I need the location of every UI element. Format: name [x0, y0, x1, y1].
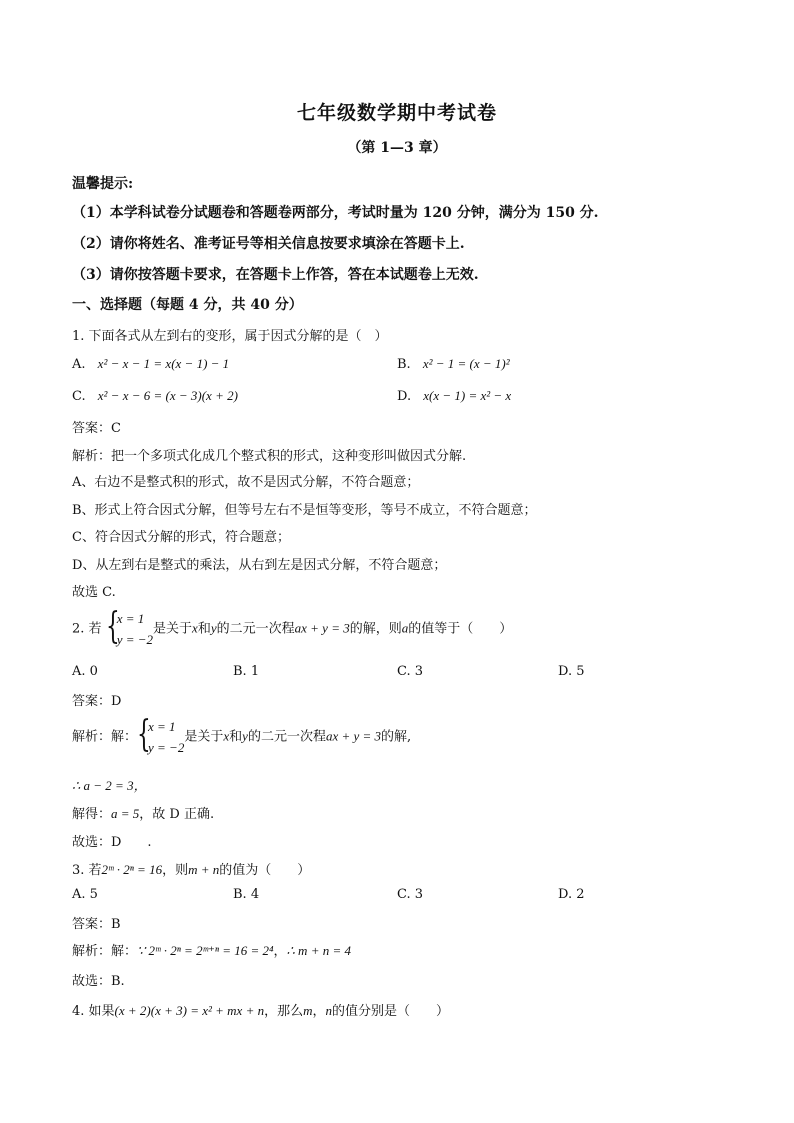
q2-solve-suffix: ，故 D 正确. [139, 807, 215, 822]
q2-exp-text: 是关于 [184, 729, 224, 745]
q1-option-c [72, 388, 238, 404]
q1-option-b-math: x² − 1 = (x − 1)² [422, 356, 510, 371]
q4-stem-math: (x + 2)(x + 3) = x² + mx + n [114, 1003, 265, 1018]
q3-exp-math2: ∴ m + n = 4 [286, 943, 351, 958]
q3-explanation [72, 940, 351, 959]
q2-exp-text: 和 [229, 729, 243, 745]
tip-item-1: （1）本学科试卷分试题卷和答题卷两部分，考试时量为 120 分钟，满分为 150 分. [72, 205, 599, 221]
q1-option-a-math: x² − x − 1 = x(x − 1) − 1 [97, 356, 230, 371]
tips-heading: 温馨提示: [72, 176, 134, 192]
q3-option-b: B. 4 [233, 887, 260, 902]
q1-option-a-label: A. [72, 357, 86, 372]
q1-option-d-label: D. [397, 389, 412, 404]
q1-explanation-line: B、形式上符合因式分解，但等号左右不是恒等变形，等号不成立，不符合题意； [72, 503, 537, 518]
q3-stem-math2: m + n [188, 862, 220, 877]
q4-stem-prefix: 4. 如果 [72, 1004, 115, 1019]
q1-option-b-label: B. [397, 357, 411, 372]
q4-stem-mid: ，那么 [264, 1004, 304, 1019]
q2-stem-text: 的二元一次程 [216, 621, 295, 637]
q2-exp-text: 的解, [381, 729, 412, 745]
q1-option-d [397, 388, 511, 404]
q2-solve-math: a = 5 [111, 806, 140, 821]
q2-number: 2. 若 [72, 621, 102, 637]
q1-explanation-line: 解析：把一个多项式化成几个整式积的形式，这种变形叫做因式分解. [72, 449, 467, 464]
q2-choice: 故选：D . [72, 835, 152, 850]
q1-option-d-math: x(x − 1) = x² − x [423, 388, 512, 403]
q2-therefore-line: ∴ a − 2 = 3， [72, 778, 147, 793]
q3-stem-math: 2ᵐ · 2ⁿ = 16 [101, 862, 163, 877]
q3-exp-prefix: 解析：解： [72, 944, 138, 959]
q1-stem: 1. 下面各式从左到右的变形，属于因式分解的是（ ） [72, 329, 388, 344]
q2-exp-system-line-2: y = −2 [148, 740, 185, 755]
page-title: 七年级数学期中考试卷 [296, 102, 497, 124]
q2-exp-system-line-1: x = 1 [148, 719, 176, 734]
q3-exp-mid: ， [273, 944, 287, 959]
q2-stem-text: 是关于 [153, 621, 193, 637]
q1-explanation-line: D、从左到右是整式的乘法，从右到左是因式分解，不符合题意； [72, 558, 447, 573]
q2-var-y: y [210, 620, 217, 636]
q3-answer: 答案：B [72, 917, 121, 932]
q4-sep: ， [312, 1004, 326, 1019]
q1-explanation-line: 故选 C. [72, 585, 116, 600]
q2-system-line-2: y = −2 [116, 632, 154, 647]
q1-explanation-line: C、符合因式分解的形式，符合题意； [72, 530, 290, 545]
q4-stem-suffix: 的值分别是（ ） [332, 1004, 450, 1019]
q2-explanation-prefix: 解析：解： [72, 729, 138, 745]
q4-stem [72, 1000, 449, 1019]
q2-exp-var-x: x [223, 728, 230, 744]
q2-exp-var-y: y [242, 728, 248, 744]
q1-answer: 答案：C [72, 421, 121, 436]
q3-option-d: D. 2 [558, 887, 585, 902]
q4-var-m: m [303, 1003, 313, 1018]
q3-stem-prefix: 3. 若 [72, 863, 102, 878]
q1-option-a [72, 356, 229, 372]
q1-option-c-label: C. [72, 389, 86, 404]
q2-explanation [72, 716, 411, 758]
q3-exp-math: ∵ 2ᵐ · 2ⁿ = 2ᵐ⁺ⁿ = 16 = 2⁴ [137, 943, 274, 958]
q3-choice: 故选：B. [72, 974, 125, 989]
q2-explanation-system: { x = 1 y = −2 [137, 716, 184, 758]
q2-solve-line [72, 803, 214, 822]
q2-option-d: D. 5 [558, 664, 585, 679]
q3-stem [72, 859, 310, 878]
q2-solve-prefix: 解得： [72, 807, 112, 822]
q2-var-x: x [192, 620, 198, 636]
q2-stem [72, 608, 512, 650]
q4-var-n: n [325, 1003, 333, 1018]
q2-stem-text: 的解，则 [349, 621, 402, 637]
q2-stem-text: 的值等于（ ） [408, 621, 513, 637]
q2-option-c: C. 3 [397, 664, 424, 679]
q3-stem-suffix: 的值为（ ） [219, 863, 311, 878]
q2-exp-equation: ax + y = 3 [325, 728, 382, 744]
q2-answer: 答案：D [72, 694, 122, 709]
q3-option-c: C. 3 [397, 887, 424, 902]
q2-exp-text: 的二元一次程 [247, 729, 326, 745]
q2-stem-text: 和 [197, 621, 211, 637]
q2-system-line-1: x = 1 [116, 611, 145, 626]
q1-option-c-math: x² − x − 6 = (x − 3)(x + 2) [97, 388, 238, 403]
q2-option-a: A. 0 [72, 664, 98, 679]
q1-option-b [397, 356, 510, 372]
q2-equation: ax + y = 3 [294, 620, 350, 636]
q2-var-a: a [401, 620, 409, 636]
tip-item-3: （3）请你按答题卡要求，在答题卡上作答，答在本试题卷上无效. [72, 267, 479, 283]
q3-stem-mid: ，则 [162, 863, 189, 878]
q2-equation-system: { x = 1 y = −2 [106, 608, 153, 650]
section-heading: 一、选择题（每题 4 分，共 40 分） [72, 297, 303, 313]
page-subtitle: （第 1—3 章） [347, 140, 447, 156]
q1-explanation-line: A、右边不是整式积的形式，故不是因式分解，不符合题意； [72, 475, 420, 490]
tip-item-2: （2）请你将姓名、准考证号等相关信息按要求填涂在答题卡上. [72, 236, 465, 252]
q2-option-b: B. 1 [233, 664, 260, 679]
q3-option-a: A. 5 [72, 887, 98, 902]
